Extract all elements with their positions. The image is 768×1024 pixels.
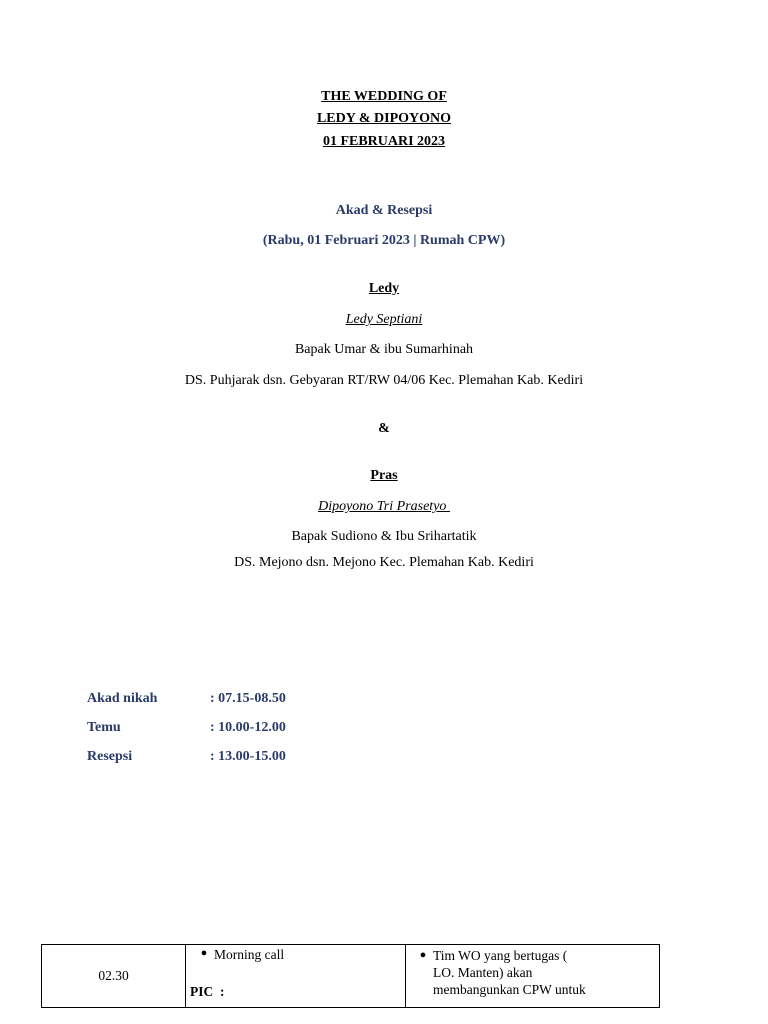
groom-nickname: Pras: [370, 468, 398, 483]
ampersand: &: [378, 421, 390, 436]
schedule-value-akad: : 07.15-08.50: [210, 691, 286, 706]
rundown-note-cell: [406, 945, 660, 1008]
table-row: [42, 945, 660, 1008]
title-line-2: LEDY & DIPOYONO: [316, 111, 452, 126]
schedule-value-resepsi: : 13.00-15.00: [210, 749, 286, 764]
bullet-icon: ●: [200, 947, 208, 959]
rundown-note-line-2: LO. Manten) akan: [433, 965, 533, 980]
rundown-activity-cell: [186, 945, 406, 1008]
groom-address: DS. Mejono dsn. Mejono Kec. Plemahan Kab. Kediri: [234, 555, 534, 570]
groom-parents: Bapak Sudiono & Ibu Srihartatik: [291, 529, 477, 544]
bride-address: DS. Puhjarak dsn. Gebyaran RT/RW 04/06 Kec. Plemahan Kab. Kediri: [184, 373, 584, 388]
event-detail: (Rabu, 01 Februari 2023 | Rumah CPW): [262, 233, 506, 248]
bullet-icon: ●: [419, 949, 427, 961]
schedule-label-resepsi: Resepsi: [87, 749, 133, 764]
schedule-label-akad: Akad nikah: [87, 691, 158, 706]
schedule-label-temu: Temu: [87, 720, 121, 735]
list-item: [418, 947, 586, 964]
bride-nickname: Ledy: [368, 281, 400, 296]
rundown-note-line-3: membangunkan CPW untuk: [433, 982, 586, 997]
event-name: Akad & Resepsi: [335, 203, 433, 218]
rundown-note-line-1: Tim WO yang bertugas (: [433, 948, 568, 963]
groom-full-name: Dipoyono Tri Prasetyo: [318, 499, 450, 514]
rundown-pic-label: PIC :: [190, 984, 225, 999]
list-item: [199, 947, 284, 963]
rundown-table: [41, 944, 660, 1008]
rundown-time: 02.30: [42, 945, 186, 1008]
schedule-value-temu: : 10.00-12.00: [210, 720, 286, 735]
title-line-3: 01 FEBRUARI 2023: [322, 134, 446, 149]
title-line-1: THE WEDDING OF: [321, 89, 447, 104]
rundown-activity: Morning call: [214, 947, 285, 962]
rundown-note: [418, 947, 586, 998]
bride-full-name: Ledy Septiani: [345, 312, 423, 327]
bride-parents: Bapak Umar & ibu Sumarhinah: [294, 342, 474, 357]
